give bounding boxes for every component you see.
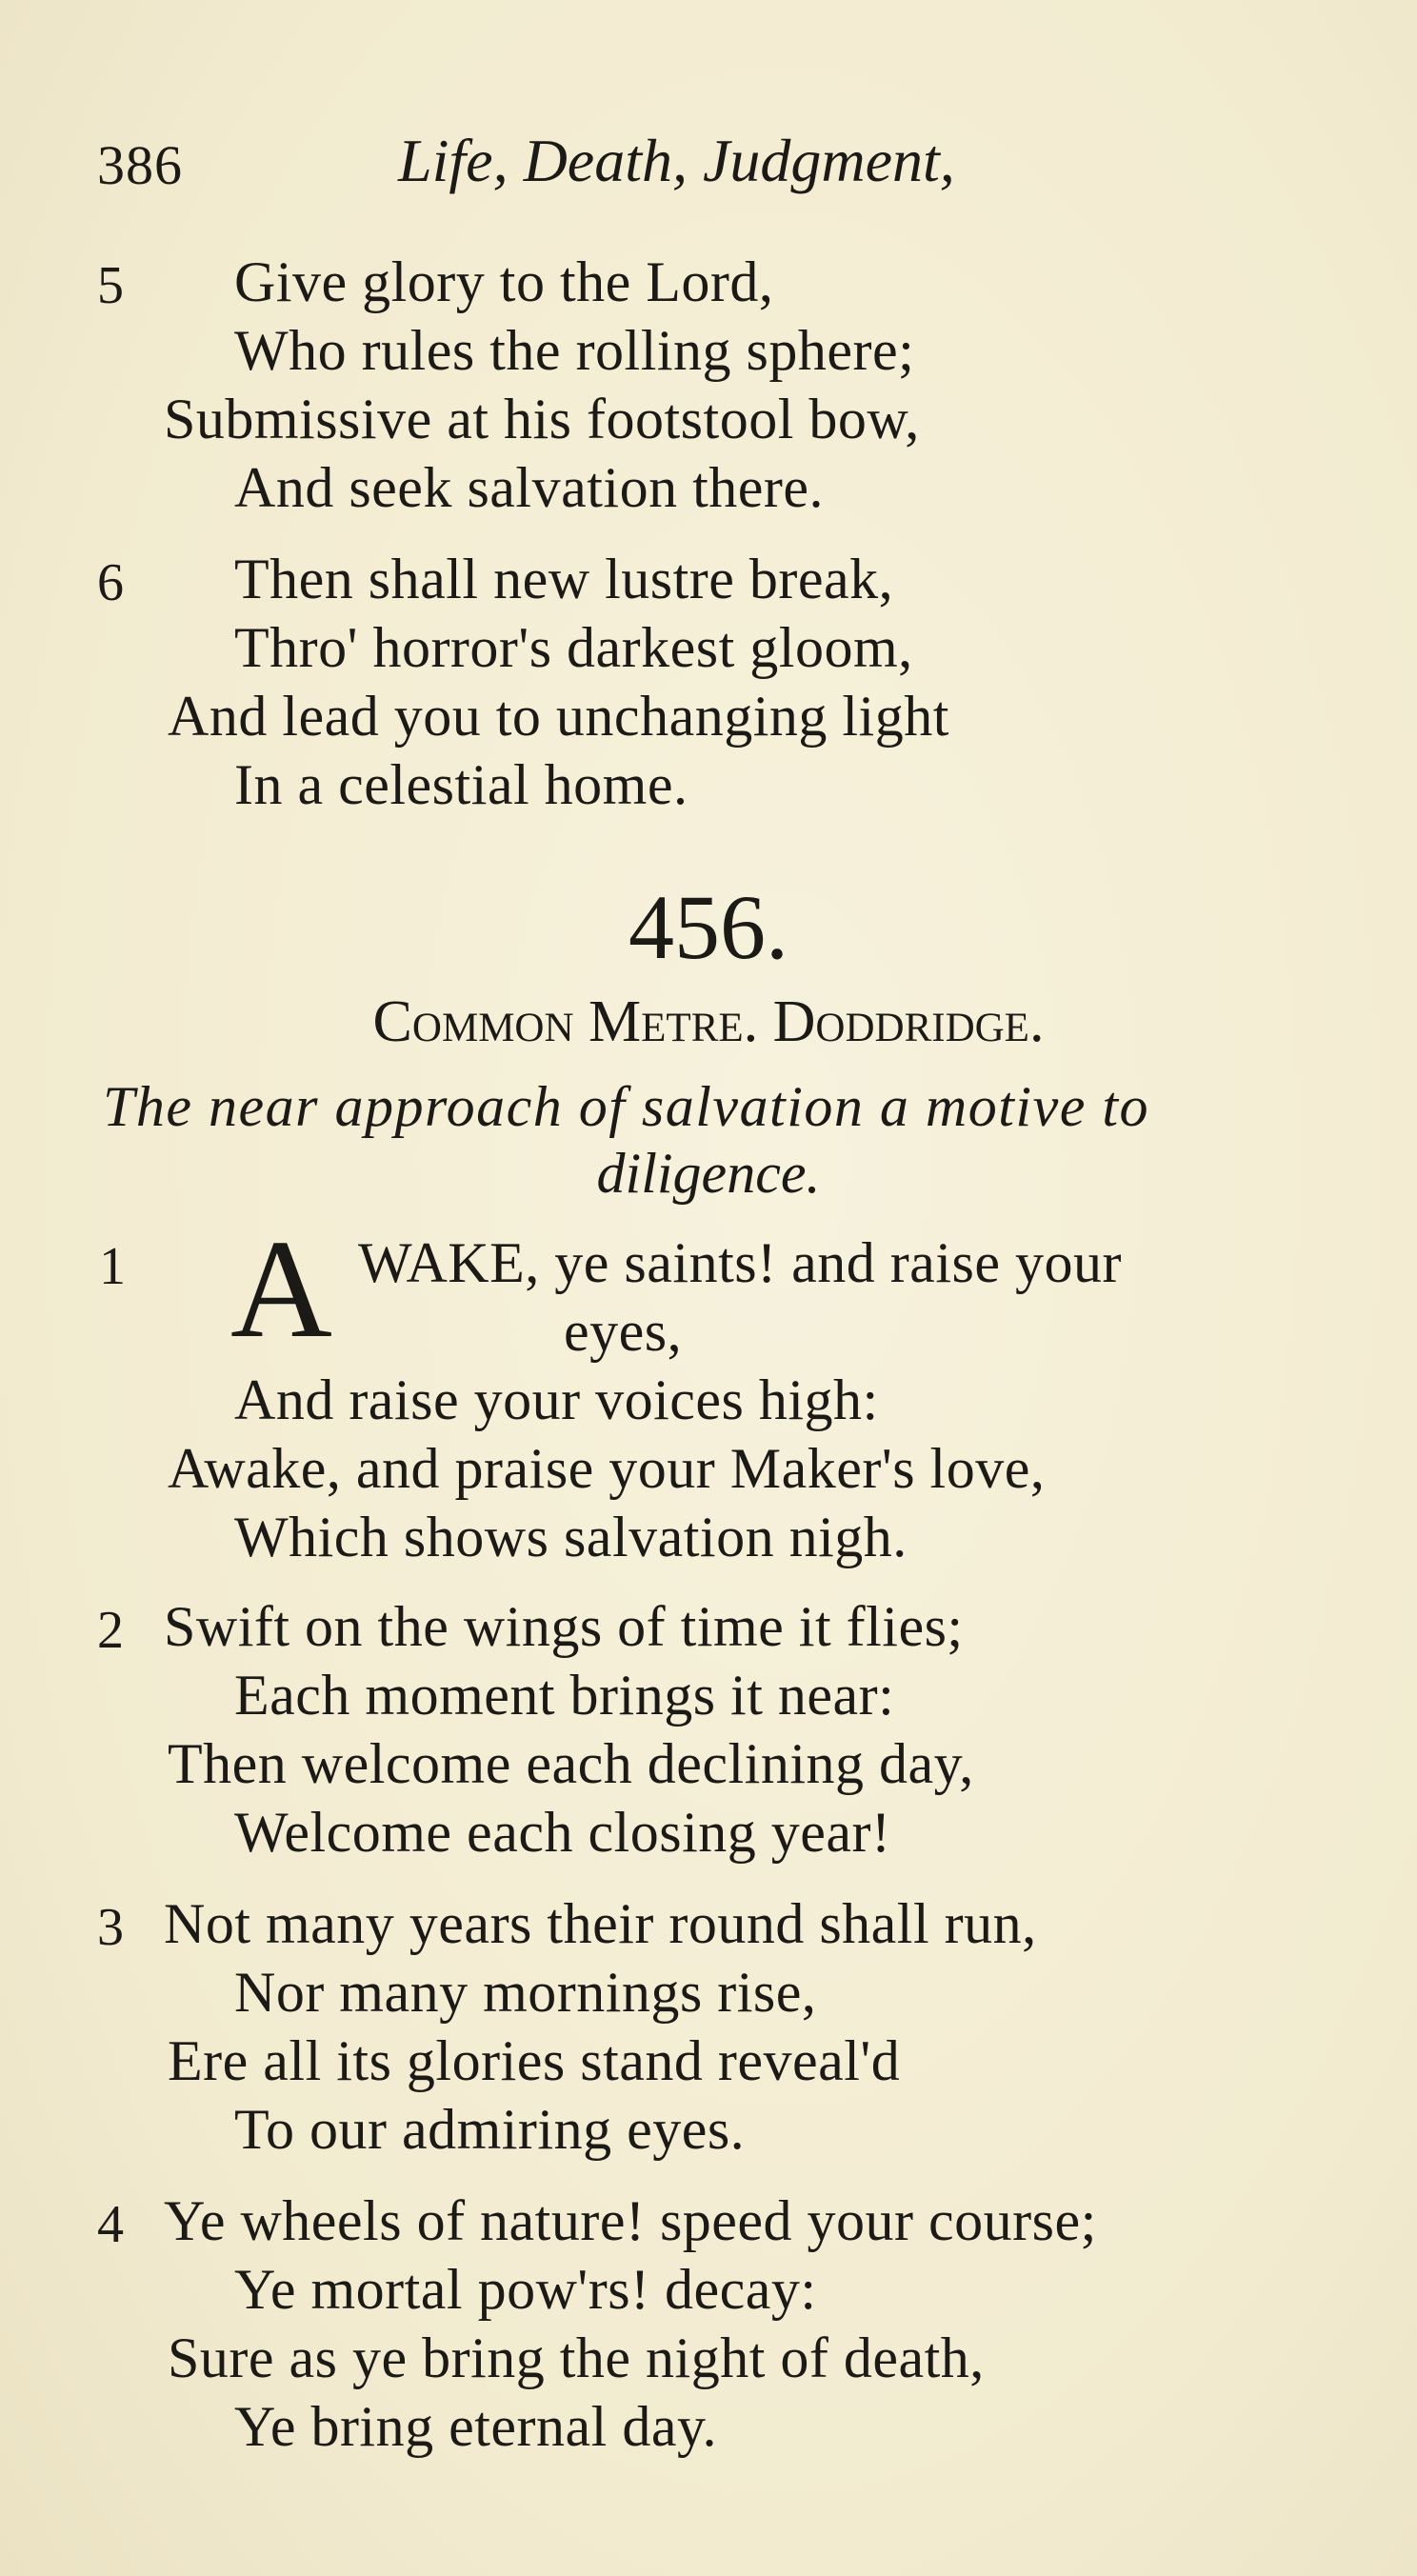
verse-number: 5: [97, 256, 124, 315]
verse-line: WAKE, ye saints! and raise your: [358, 1231, 1122, 1294]
verse-line: Ye wheels of nature! speed your course;: [164, 2189, 1097, 2252]
verse-number: 6: [97, 553, 124, 612]
verse-line: Which shows salvation nigh.: [234, 1506, 908, 1568]
running-title: Life, Death, Judgment,: [398, 127, 955, 194]
verse-number: 4: [97, 2195, 124, 2254]
verse-line: Each moment brings it near:: [234, 1664, 895, 1727]
verse-line: And lead you to unchanging light: [168, 685, 949, 748]
verse-line: In a celestial home.: [234, 753, 689, 816]
verse-line: Welcome each closing year!: [234, 1801, 891, 1864]
hymn-metre-author: Common Metre. Doddridge.: [372, 989, 1045, 1054]
verse-line: Then welcome each declining day,: [168, 1732, 974, 1795]
verse-line: Sure as ye bring the night of death,: [168, 2326, 985, 2389]
verse-number: 3: [97, 1898, 124, 1957]
verse-line: Ye mortal pow'rs! decay:: [234, 2258, 817, 2321]
verse-line: Ere all its glories stand reveal'd: [168, 2029, 901, 2092]
page-number: 386: [97, 134, 183, 196]
verse-line: To our admiring eyes.: [234, 2098, 746, 2161]
verse-number: 2: [97, 1601, 124, 1660]
verse-line: Nor many mornings rise,: [234, 1961, 817, 2024]
verse-line: Give glory to the Lord,: [234, 250, 774, 313]
verse-line: Not many years their round shall run,: [164, 1892, 1037, 1955]
verse-line: Ye bring eternal day.: [234, 2395, 718, 2458]
verse-line: And raise your voices high:: [234, 1368, 879, 1431]
drop-cap: A: [230, 1211, 332, 1368]
hymn-subject-continued: diligence.: [596, 1142, 821, 1205]
verse-line: Awake, and praise your Maker's love,: [168, 1437, 1046, 1500]
verse-line: Swift on the wings of time it flies;: [164, 1595, 964, 1658]
verse-line: And seek salvation there.: [234, 456, 824, 519]
hymn-number: 456.: [629, 876, 788, 978]
hymn-subject: The near approach of salvation a motive to: [103, 1075, 1149, 1138]
verse-line: eyes,: [564, 1300, 683, 1363]
verse-line: Who rules the rolling sphere;: [234, 319, 915, 382]
verse-line: Submissive at his footstool bow,: [164, 388, 920, 450]
verse-number: 1: [99, 1237, 126, 1296]
verse-line: Then shall new lustre break,: [234, 548, 894, 610]
verse-line: Thro' horror's darkest gloom,: [234, 616, 913, 679]
